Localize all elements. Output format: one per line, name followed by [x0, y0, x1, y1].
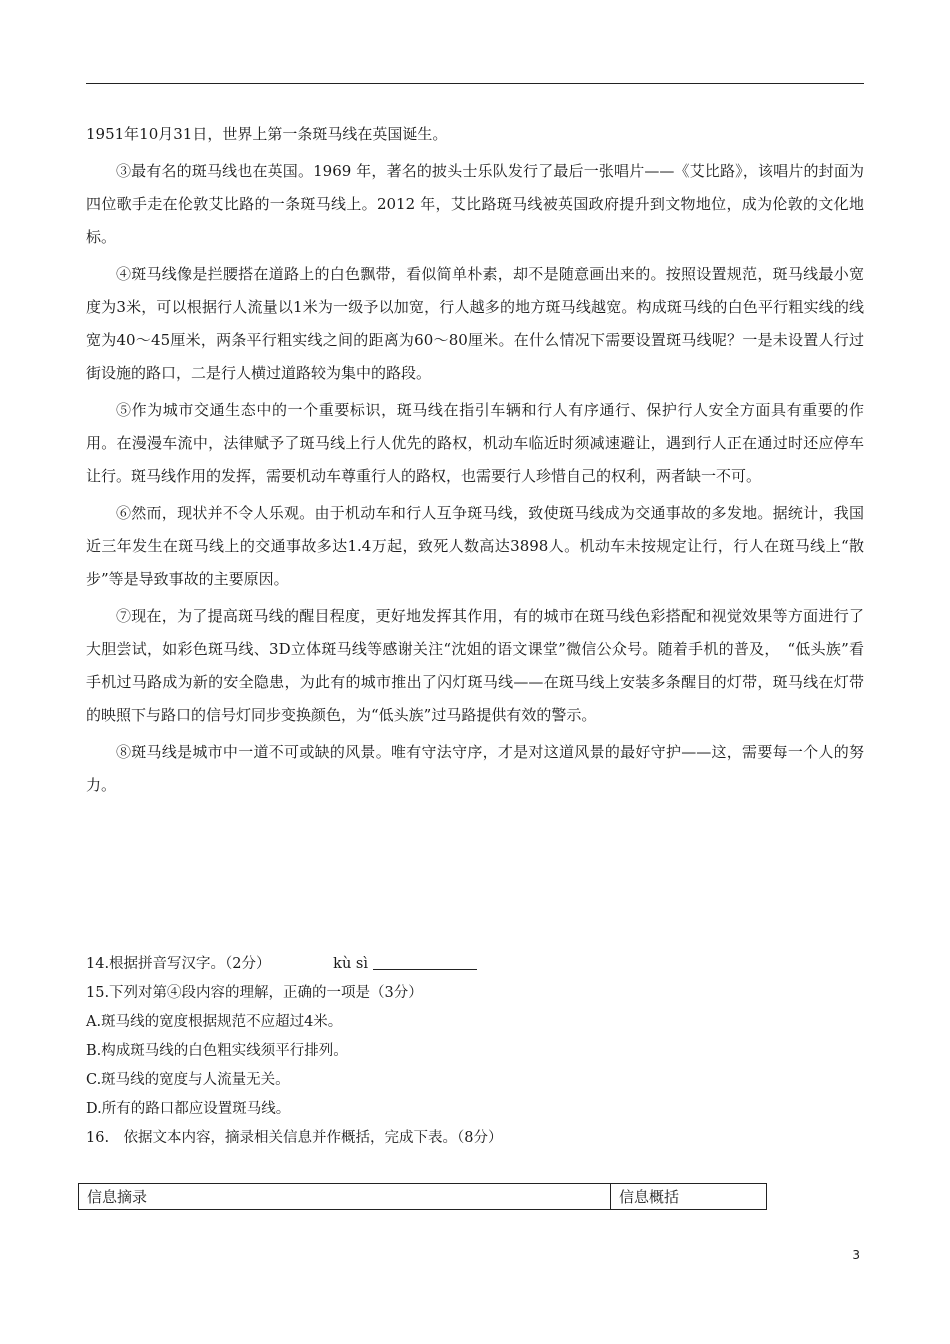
paragraph-5: ⑤作为城市交通生态中的一个重要标识，斑马线在指引车辆和行人有序通行、保护行人安全方面具有重要的作用。在漫漫车流中，法律赋予了斑马线上行人优先的路权，机动车临近时须减速避让，遇到行人正在通过时还应停车让行。斑马线作用的发挥，需要机动车尊重行人的路权，也需要行人珍惜自己的权利，两者缺一不可。	[86, 401, 864, 485]
question-section	[86, 950, 864, 1153]
question-14	[86, 950, 864, 979]
paragraph-3: ③最有名的斑马线也在英国。1969 年，著名的披头士乐队发行了最后一张唱片——《艾比路》，该唱片的封面为四位歌手走在伦敦艾比路的一条斑马线上。2012 年，艾比路斑马线被英国政府提升到文物地位，成为伦敦的文化地标。	[86, 162, 864, 246]
question-15-option-d: D.所有的路口都应设置斑马线。	[86, 1101, 291, 1117]
page-number: 3	[852, 1248, 860, 1262]
answer-blank[interactable]	[373, 953, 477, 970]
paragraph-7: ⑦现在，为了提高斑马线的醒目程度，更好地发挥其作用，有的城市在斑马线色彩搭配和视觉效果等方面进行了大胆尝试，如彩色斑马线、3D立体斑马线等感谢关注“沈姐的语文课堂”微信公众号。随着手机的普及， “低头族”看手机过马路成为新的安全隐患，为此有的城市推出了闪灯斑马线——在斑马线上安装多条醒目的灯带，斑马线在灯带的映照下与路口的信号灯同步变换颜色，为“低头族”过马路提供有效的警示。	[86, 607, 864, 724]
info-table	[78, 1183, 767, 1210]
question-15-option-a: A.斑马线的宽度根据规范不应超过4米。	[86, 1014, 343, 1030]
article-body	[86, 118, 864, 802]
header-rule	[86, 83, 864, 84]
question-14-prompt: 14.根据拼音写汉字。（2分）	[86, 956, 271, 972]
paragraph-4: ④斑马线像是拦腰搭在道路上的白色飘带，看似简单朴素，却不是随意画出来的。按照设置规范，斑马线最小宽度为3米，可以根据行人流量以1米为一级予以加宽，行人越多的地方斑马线越宽。构成斑马线的白色平行粗实线的线宽为40～45厘米，两条平行粗实线之间的距离为60～80厘米。在什么情况下需要设置斑马线呢？一是未设置人行过街设施的路口，二是行人横过道路较为集中的路段。	[86, 265, 864, 382]
paragraph-intro: 1951年10月31日，世界上第一条斑马线在英国诞生。	[86, 125, 448, 143]
question-14-pinyin: kù sì	[333, 956, 368, 972]
question-16-prompt: 16. 依据文本内容，摘录相关信息并作概括，完成下表。（8分）	[86, 1130, 503, 1146]
table-header-excerpt: 信息摘录	[79, 1184, 611, 1210]
table-header-summary: 信息概括	[611, 1184, 767, 1210]
paragraph-8: ⑧斑马线是城市中一道不可或缺的风景。唯有守法守序，才是对这道风景的最好守护——这，需要每一个人的努力。	[86, 743, 864, 794]
table-header-row	[79, 1184, 767, 1210]
question-15-option-b: B.构成斑马线的白色粗实线须平行排列。	[86, 1043, 348, 1059]
question-15-prompt: 15.下列对第④段内容的理解，正确的一项是（3分）	[86, 985, 423, 1001]
question-15-option-c: C.斑马线的宽度与人流量无关。	[86, 1072, 290, 1088]
paragraph-6: ⑥然而，现状并不令人乐观。由于机动车和行人互争斑马线，致使斑马线成为交通事故的多发地。据统计，我国近三年发生在斑马线上的交通事故多达1.4万起，致死人数高达3898人。机动车未按规定让行，行人在斑马线上“散步”等是导致事故的主要原因。	[86, 504, 864, 588]
